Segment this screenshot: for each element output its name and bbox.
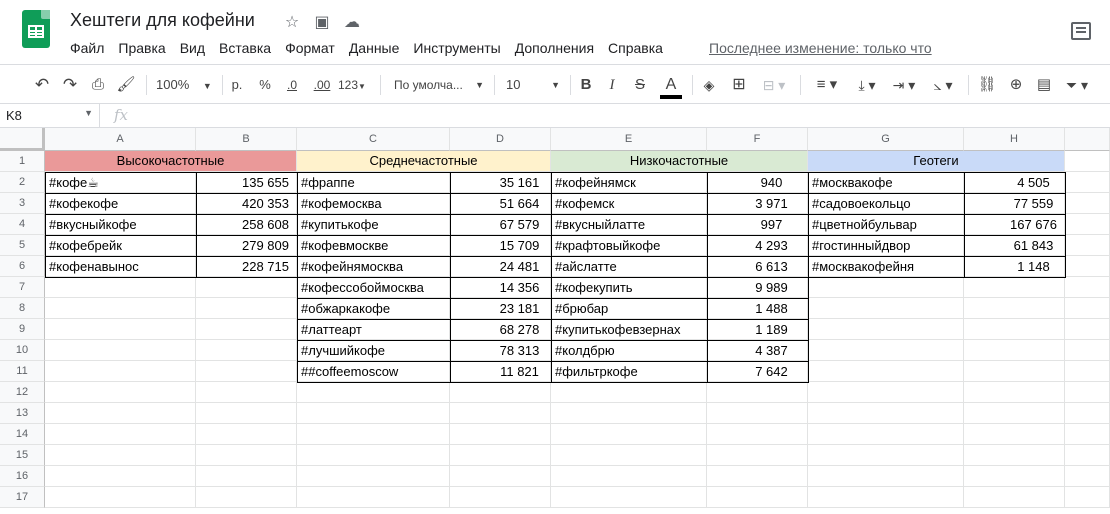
empty-cell[interactable]	[707, 487, 808, 508]
empty-cell[interactable]	[45, 319, 196, 340]
empty-cell[interactable]	[1065, 256, 1110, 277]
separator	[494, 75, 495, 95]
text-wrap-icon[interactable]: ⇥ ▾	[892, 77, 916, 93]
empty-cell[interactable]	[1065, 193, 1110, 214]
hashtag-cell[interactable]: #айслатте	[551, 256, 708, 278]
count-cell[interactable]: 51 664	[450, 193, 552, 215]
increase-decimal-button[interactable]: .00	[313, 78, 331, 92]
empty-cell[interactable]	[1065, 151, 1110, 172]
column-header-extra[interactable]	[1065, 128, 1110, 151]
empty-cell[interactable]	[808, 319, 964, 340]
empty-cell[interactable]	[707, 403, 808, 424]
empty-cell[interactable]	[808, 466, 964, 487]
empty-cell[interactable]	[1065, 487, 1110, 508]
chevron-down-icon: ▼	[551, 80, 560, 90]
empty-cell[interactable]	[196, 340, 297, 361]
spreadsheet-grid	[0, 128, 1110, 514]
empty-cell[interactable]	[196, 319, 297, 340]
bold-button[interactable]: B	[580, 76, 592, 93]
menu-data[interactable]: Данные	[348, 40, 400, 56]
empty-cell[interactable]	[964, 403, 1065, 424]
empty-cell[interactable]	[808, 424, 964, 445]
empty-cell[interactable]	[551, 382, 707, 403]
separator	[968, 75, 969, 95]
strikethrough-button[interactable]: S	[634, 76, 645, 93]
count-cell[interactable]: 11 821	[450, 361, 552, 383]
font-select[interactable]	[394, 74, 486, 96]
empty-cell[interactable]	[808, 340, 964, 361]
row-header-16[interactable]: 16	[0, 466, 45, 487]
empty-cell[interactable]	[964, 298, 1065, 319]
row-header-8[interactable]: 8	[0, 298, 45, 319]
separator	[800, 75, 801, 95]
select-all-corner[interactable]	[0, 128, 45, 151]
count-cell[interactable]: 35 161	[450, 172, 552, 194]
chevron-down-icon: ▼	[84, 108, 93, 118]
last-edit-link[interactable]: Последнее изменение: только что	[709, 40, 932, 56]
filter-icon[interactable]: ⏷ ▾	[1065, 77, 1089, 93]
row-header-2[interactable]: 2	[0, 172, 45, 193]
empty-cell[interactable]	[45, 403, 196, 424]
empty-cell[interactable]	[1065, 445, 1110, 466]
move-folder-icon[interactable]: ▣	[314, 14, 330, 31]
empty-cell[interactable]	[45, 277, 196, 298]
empty-cell[interactable]	[964, 340, 1065, 361]
empty-cell[interactable]	[1065, 361, 1110, 382]
empty-cell[interactable]	[450, 403, 551, 424]
empty-cell[interactable]	[707, 424, 808, 445]
count-cell[interactable]: 7 642	[707, 361, 809, 383]
count-cell[interactable]: 135 655	[196, 172, 298, 194]
vertical-align-icon[interactable]: ⤓ ▾	[858, 77, 876, 93]
percent-button[interactable]: %	[259, 77, 271, 92]
column-header-f[interactable]: F	[707, 128, 808, 151]
title-bar	[0, 0, 1110, 64]
hashtag-cell[interactable]: ##coffeemoscow	[297, 361, 451, 383]
cell-reference: K8	[6, 108, 22, 123]
row-header-11[interactable]: 11	[0, 361, 45, 382]
empty-cell[interactable]	[964, 382, 1065, 403]
count-cell[interactable]: 61 843	[964, 235, 1066, 257]
row-header-5[interactable]: 5	[0, 235, 45, 256]
row-header-7[interactable]: 7	[0, 277, 45, 298]
empty-cell[interactable]	[450, 487, 551, 508]
empty-cell[interactable]	[707, 466, 808, 487]
empty-cell[interactable]	[808, 487, 964, 508]
empty-cell[interactable]	[297, 445, 450, 466]
insert-chart-icon[interactable]: ▤	[1036, 76, 1052, 93]
separator	[570, 75, 571, 95]
row-header-12[interactable]: 12	[0, 382, 45, 403]
empty-cell[interactable]	[450, 424, 551, 445]
empty-cell[interactable]	[297, 424, 450, 445]
count-cell[interactable]: 24 481	[450, 256, 552, 278]
font-value: По умолча...	[394, 78, 463, 92]
empty-cell[interactable]	[297, 382, 450, 403]
count-cell[interactable]: 997	[707, 214, 809, 236]
hashtag-cell[interactable]: #кофе☕	[45, 172, 197, 194]
empty-cell[interactable]	[45, 424, 196, 445]
group-header-geo[interactable]: Геотеги	[808, 151, 1065, 172]
empty-cell[interactable]	[1065, 424, 1110, 445]
empty-cell[interactable]	[1065, 340, 1110, 361]
empty-cell[interactable]	[551, 403, 707, 424]
hashtag-cell[interactable]: #крафтовыйкофе	[551, 235, 708, 257]
separator	[692, 75, 693, 95]
count-cell[interactable]: 228 715	[196, 256, 298, 278]
empty-cell[interactable]	[297, 403, 450, 424]
count-cell[interactable]: 258 608	[196, 214, 298, 236]
empty-cell[interactable]	[45, 298, 196, 319]
empty-cell[interactable]	[450, 466, 551, 487]
empty-cell[interactable]	[196, 466, 297, 487]
hashtag-cell[interactable]: #лучшийкофе	[297, 340, 451, 362]
row-header-6[interactable]: 6	[0, 256, 45, 277]
menu-view[interactable]: Вид	[179, 40, 206, 56]
text-color-button[interactable]	[660, 74, 682, 96]
empty-cell[interactable]	[1065, 319, 1110, 340]
hashtag-cell[interactable]: #брюбар	[551, 298, 708, 320]
chevron-down-icon: ▼	[202, 81, 212, 91]
empty-cell[interactable]	[196, 382, 297, 403]
menu-tools[interactable]: Инструменты	[413, 40, 501, 56]
sheets-logo-icon[interactable]	[22, 10, 50, 48]
count-cell[interactable]: 15 709	[450, 235, 552, 257]
empty-cell[interactable]	[196, 403, 297, 424]
row-header-10[interactable]: 10	[0, 340, 45, 361]
redo-icon[interactable]: ↷	[62, 75, 78, 94]
empty-cell[interactable]	[196, 361, 297, 382]
print-icon[interactable]: ⎙	[91, 76, 104, 93]
empty-cell[interactable]	[1065, 298, 1110, 319]
paint-format-icon[interactable]: 🖌	[116, 76, 136, 93]
hashtag-cell[interactable]: #обжаркакофе	[297, 298, 451, 320]
hashtag-cell[interactable]: #садовоекольцо	[808, 193, 965, 215]
menu-edit[interactable]: Правка	[118, 40, 166, 56]
hashtag-cell[interactable]: #вкусныйлатте	[551, 214, 708, 236]
hashtag-cell[interactable]: #цветнойбульвар	[808, 214, 965, 236]
menu-bar	[70, 40, 677, 56]
formula-input[interactable]	[148, 107, 1098, 125]
empty-cell[interactable]	[964, 277, 1065, 298]
hashtag-cell[interactable]: #кофейнямосква	[297, 256, 451, 278]
empty-cell[interactable]	[1065, 214, 1110, 235]
count-cell[interactable]: 1 488	[707, 298, 809, 320]
empty-cell[interactable]	[551, 466, 707, 487]
count-cell[interactable]: 6 613	[707, 256, 809, 278]
formula-bar	[0, 104, 1110, 128]
menu-file[interactable]: Файл	[70, 40, 105, 56]
count-cell[interactable]: 1 148	[964, 256, 1066, 278]
hashtag-cell[interactable]: #кофемск	[551, 193, 708, 215]
group-header-high[interactable]: Высокочастотные	[45, 151, 297, 172]
toolbar	[0, 64, 1110, 104]
star-icon[interactable]: ☆	[284, 14, 300, 31]
empty-cell[interactable]	[196, 277, 297, 298]
column-header-d[interactable]: D	[450, 128, 551, 151]
hashtag-cell[interactable]: #латтеарт	[297, 319, 451, 341]
column-header-c[interactable]: C	[297, 128, 450, 151]
count-cell[interactable]: 940	[707, 172, 809, 194]
count-cell[interactable]: 68 278	[450, 319, 552, 341]
empty-cell[interactable]	[1065, 382, 1110, 403]
more-formats-label: 123	[338, 78, 359, 92]
empty-cell[interactable]	[297, 487, 450, 508]
empty-cell[interactable]	[45, 361, 196, 382]
empty-cell[interactable]	[45, 340, 196, 361]
empty-cell[interactable]	[196, 298, 297, 319]
separator	[146, 75, 147, 95]
chevron-down-icon: ▼	[358, 82, 366, 91]
hashtag-cell[interactable]: #купитькофевзернах	[551, 319, 708, 341]
hashtag-cell[interactable]: #гостинныйдвор	[808, 235, 965, 257]
count-cell[interactable]: 23 181	[450, 298, 552, 320]
horizontal-align-icon[interactable]: ≡ ▾	[816, 76, 838, 93]
chevron-down-icon: ▼	[475, 80, 484, 90]
empty-cell[interactable]	[45, 445, 196, 466]
hashtag-cell[interactable]: #фраппе	[297, 172, 451, 194]
count-cell[interactable]: 1 189	[707, 319, 809, 341]
italic-button[interactable]: I	[609, 77, 615, 93]
empty-cell[interactable]	[1065, 235, 1110, 256]
text-rotate-icon[interactable]: ⦣ ▾	[933, 77, 953, 93]
hashtag-cell[interactable]: #кофебрейк	[45, 235, 197, 257]
group-header-mid[interactable]: Среднечастотные	[297, 151, 551, 172]
count-cell[interactable]: 4 293	[707, 235, 809, 257]
menu-help[interactable]: Справка	[608, 40, 663, 56]
empty-cell[interactable]	[808, 403, 964, 424]
document-title[interactable]: Хештеги для кофейни	[70, 10, 255, 30]
hashtag-cell[interactable]: #кофекофе	[45, 193, 197, 215]
separator	[222, 75, 223, 95]
empty-cell[interactable]	[196, 424, 297, 445]
hashtag-cell[interactable]: #вкусныйкофе	[45, 214, 197, 236]
empty-cell[interactable]	[45, 466, 196, 487]
empty-cell[interactable]	[1065, 466, 1110, 487]
column-header-b[interactable]: B	[196, 128, 297, 151]
empty-cell[interactable]	[808, 445, 964, 466]
name-box[interactable]	[0, 104, 100, 128]
column-header-e[interactable]: E	[551, 128, 707, 151]
count-cell[interactable]: 77 559	[964, 193, 1066, 215]
font-size-value: 10	[506, 77, 521, 92]
font-size-select[interactable]	[506, 74, 566, 96]
title-icons	[282, 12, 362, 32]
row-header-17[interactable]: 17	[0, 487, 45, 508]
cloud-status-icon[interactable]: ☁	[344, 14, 360, 31]
hashtag-cell[interactable]: #кофемосква	[297, 193, 451, 215]
decrease-decimal-button[interactable]: .0	[286, 78, 297, 92]
empty-cell[interactable]	[450, 382, 551, 403]
text-color-label: A	[665, 76, 677, 93]
count-cell[interactable]: 279 809	[196, 235, 298, 257]
row-header-4[interactable]: 4	[0, 214, 45, 235]
empty-cell[interactable]	[196, 487, 297, 508]
merge-cells-icon[interactable]: ⊟ ▾	[762, 77, 786, 93]
zoom-value: 100%	[156, 77, 190, 92]
empty-cell[interactable]	[551, 487, 707, 508]
empty-cell[interactable]	[964, 487, 1065, 508]
empty-cell[interactable]	[45, 382, 196, 403]
empty-cell[interactable]	[808, 361, 964, 382]
row-header-9[interactable]: 9	[0, 319, 45, 340]
undo-icon[interactable]: ↶	[34, 75, 50, 94]
row-header-15[interactable]: 15	[0, 445, 45, 466]
insert-link-icon[interactable]: ⛓	[977, 76, 997, 93]
zoom-select[interactable]	[156, 74, 216, 96]
row-header-1[interactable]: 1	[0, 151, 45, 172]
menu-insert[interactable]: Вставка	[219, 40, 272, 56]
empty-cell[interactable]	[707, 382, 808, 403]
text-color-swatch	[660, 95, 682, 99]
count-cell[interactable]: 420 353	[196, 193, 298, 215]
currency-button[interactable]: р.	[231, 77, 243, 92]
hashtag-cell[interactable]: #фильтркофе	[551, 361, 708, 383]
empty-cell[interactable]	[196, 445, 297, 466]
empty-cell[interactable]	[551, 424, 707, 445]
count-cell[interactable]: 4 387	[707, 340, 809, 362]
hashtag-cell[interactable]: #москвакофе	[808, 172, 965, 194]
empty-cell[interactable]	[964, 319, 1065, 340]
empty-cell[interactable]	[964, 361, 1065, 382]
empty-cell[interactable]	[964, 445, 1065, 466]
group-header-low[interactable]: Низкочастотные	[551, 151, 808, 172]
row-header-13[interactable]: 13	[0, 403, 45, 424]
empty-cell[interactable]	[964, 424, 1065, 445]
empty-cell[interactable]	[808, 382, 964, 403]
empty-cell[interactable]	[1065, 277, 1110, 298]
hashtag-cell[interactable]: #кофекупить	[551, 277, 708, 299]
count-cell[interactable]: 167 676	[964, 214, 1066, 236]
column-header-g[interactable]: G	[808, 128, 964, 151]
row-header-3[interactable]: 3	[0, 193, 45, 214]
empty-cell[interactable]	[808, 277, 964, 298]
menu-addons[interactable]: Дополнения	[514, 40, 595, 56]
count-cell[interactable]: 78 313	[450, 340, 552, 362]
empty-cell[interactable]	[707, 445, 808, 466]
hashtag-cell[interactable]: #кофевмоскве	[297, 235, 451, 257]
count-cell[interactable]: 9 989	[707, 277, 809, 299]
hashtag-cell[interactable]: #москвакофейня	[808, 256, 965, 278]
menu-format[interactable]: Формат	[285, 40, 335, 56]
count-cell[interactable]: 14 356	[450, 277, 552, 299]
comments-icon[interactable]	[1071, 22, 1091, 40]
empty-cell[interactable]	[1065, 172, 1110, 193]
more-formats-button[interactable]	[338, 74, 372, 96]
hashtag-cell[interactable]: #кофессобоймосква	[297, 277, 451, 299]
column-header-h[interactable]: H	[964, 128, 1065, 151]
empty-cell[interactable]	[297, 466, 450, 487]
empty-cell[interactable]	[450, 445, 551, 466]
hashtag-cell[interactable]: #кофейнямск	[551, 172, 708, 194]
empty-cell[interactable]	[551, 445, 707, 466]
fx-icon: fx	[114, 106, 129, 124]
borders-icon[interactable]: ⊞	[732, 76, 746, 93]
separator	[380, 75, 381, 95]
row-header-14[interactable]: 14	[0, 424, 45, 445]
empty-cell[interactable]	[808, 298, 964, 319]
count-cell[interactable]: 4 505	[964, 172, 1066, 194]
insert-comment-icon[interactable]: ⊕	[1009, 76, 1023, 93]
fill-color-icon[interactable]: ◈	[703, 77, 715, 93]
hashtag-cell[interactable]: #купитькофе	[297, 214, 451, 236]
hashtag-cell[interactable]: #колдбрю	[551, 340, 708, 362]
empty-cell[interactable]	[45, 487, 196, 508]
hashtag-cell[interactable]: #кофенавынос	[45, 256, 197, 278]
empty-cell[interactable]	[1065, 403, 1110, 424]
column-header-a[interactable]: A	[45, 128, 196, 151]
count-cell[interactable]: 67 579	[450, 214, 552, 236]
count-cell[interactable]: 3 971	[707, 193, 809, 215]
empty-cell[interactable]	[964, 466, 1065, 487]
